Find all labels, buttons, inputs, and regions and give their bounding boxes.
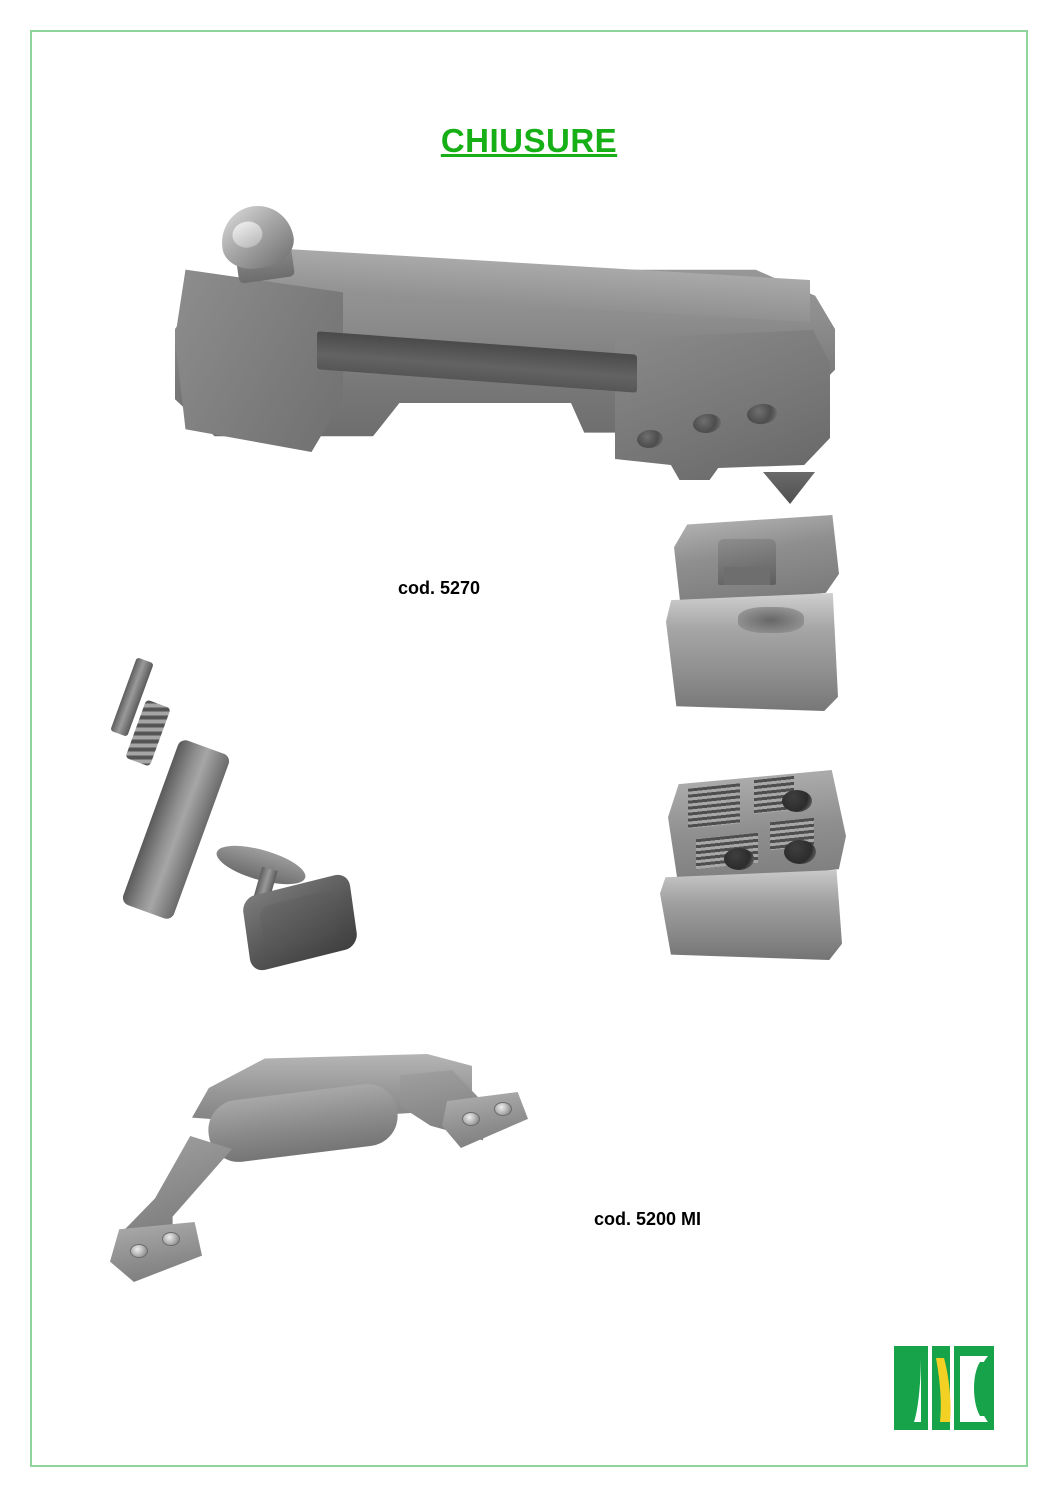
clamp-serration-1 (688, 783, 740, 828)
latch-right-block-shape (615, 330, 830, 480)
latch-arm-photo (175, 200, 865, 510)
bracket-hole-2 (162, 1232, 180, 1246)
page-title: CHIUSURE (440, 122, 618, 159)
serrated-clamp-photo (658, 770, 848, 960)
pull-pin-photo (95, 650, 415, 990)
pin-barrel-shape (121, 738, 232, 921)
caption-cod-5200-mi: cod. 5200 MI (594, 1209, 702, 1229)
clamp-front-shape (660, 870, 842, 960)
bent-bracket-photo (100, 1040, 530, 1290)
bracket-right-foot-shape (442, 1092, 528, 1148)
keeper-inner-shape (718, 539, 776, 585)
company-logo (888, 1342, 1000, 1434)
logo-mark-icon (888, 1342, 1000, 1434)
bracket-hole-4 (494, 1102, 512, 1116)
bracket-left-foot-shape (110, 1222, 202, 1282)
latch-tip-shape (763, 472, 815, 504)
keeper-shadow-shape (738, 607, 804, 633)
bracket-hole-1 (130, 1244, 148, 1258)
clamp-hole-3 (784, 840, 816, 864)
clamp-hole-1 (782, 790, 812, 812)
keeper-box-photo (660, 515, 845, 720)
bracket-hole-3 (462, 1112, 480, 1126)
clamp-hole-2 (724, 848, 754, 870)
caption-cod-5270: cod. 5270 (398, 578, 481, 598)
